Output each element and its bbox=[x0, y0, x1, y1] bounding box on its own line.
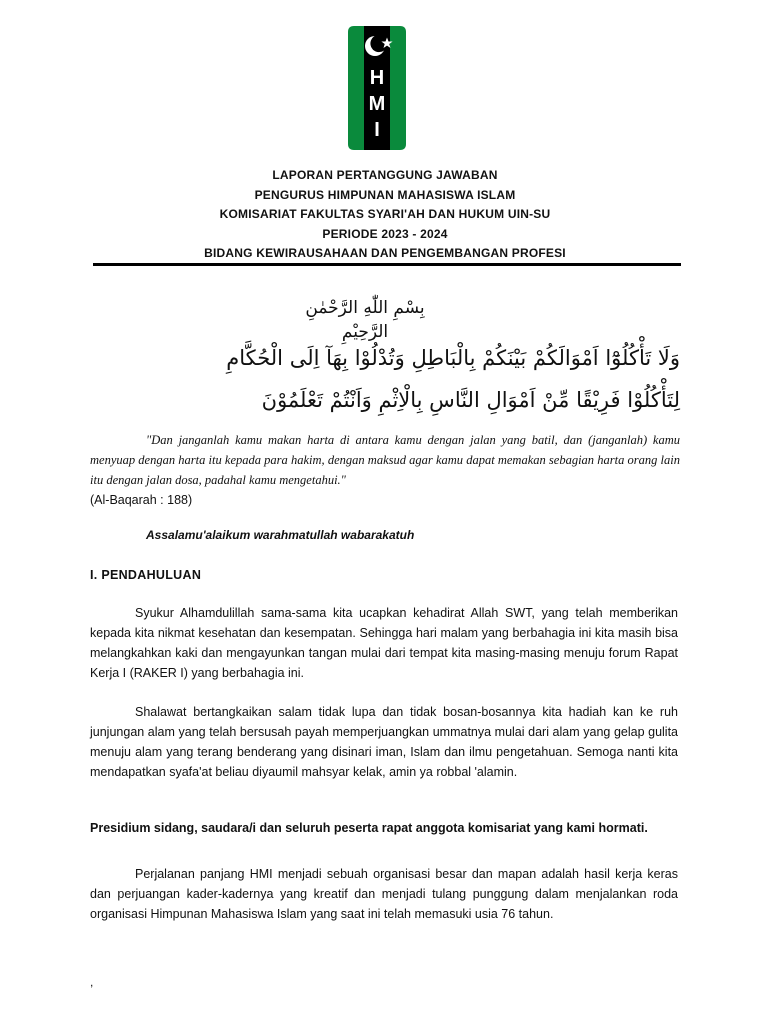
basmalah: بِسْمِ اللّٰهِ الرَّحْمٰنِ الرَّحِيْمِ bbox=[305, 298, 425, 342]
logo-letter-i: I bbox=[374, 119, 380, 141]
section-title: I. PENDAHULUAN bbox=[90, 568, 202, 582]
translation-text: "Dan janganlah kamu makan harta di antara kamu dengan jalan yang batil, dan (janganlah) kamu menyuap dengan harta itu kepada para hakim, dengan maksud agar kamu dapat memakan sebagian harta orang lain itu dengan jalan dosa, padahal kamu mengetahui." bbox=[90, 433, 680, 487]
quran-verse-line-2: لِتَأْكُلُوْا فَرِيْقًا مِّنْ اَمْوَالِ النَّاسِ بِالْاِثْمِ وَاَنْتُمْ تَعْلَمُوْنَ bbox=[261, 388, 680, 412]
paragraph-history: Perjalanan panjang HMI menjadi sebuah organisasi besar dan mapan adalah hasil kerja keras dan perjuangan kader-kadernya yang kreatif dan menjadi tulang punggung dalam menjalankan roda organisasi Himpunan Mahasiswa Islam yang saat ini telah memasuki usia 76 tahun. bbox=[90, 867, 678, 921]
header-line-title: LAPORAN PERTANGGUNG JAWABAN bbox=[272, 168, 498, 182]
header-line-division: BIDANG KEWIRAUSAHAAN DAN PENGEMBANGAN PROFESI bbox=[204, 246, 566, 260]
quran-verse-line-1: وَلَا تَأْكُلُوْٓا اَمْوَالَكُمْ بَيْنَكُمْ بِالْبَاطِلِ وَتُدْلُوْا بِهَآ اِلَى الْحُكَّامِ bbox=[226, 346, 680, 370]
opening-greeting: Assalamu'alaikum warahmatullah wabarakatuh bbox=[146, 528, 415, 542]
header-line-organization: PENGURUS HIMPUNAN MAHASISWA ISLAM bbox=[254, 187, 516, 202]
paragraph-gratitude: Syukur Alhamdulillah sama-sama kita ucapkan kehadirat Allah SWT, yang telah memberikan kepada kita nikmat kesehatan dan kesempatan. Sehingga hari malam yang berbahagia ini kita masih bisa melangkahkan kaki dan mengayunkan tangan mulai dari tempat kita masing-masing menuju forum Rapat Kerja I (RAKER I) yang berbahagia ini. bbox=[90, 606, 678, 680]
document-header bbox=[90, 166, 680, 264]
stray-mark: , bbox=[90, 975, 94, 989]
header-line-komisariat: KOMISARIAT FAKULTAS SYARI'AH DAN HUKUM UIN-SU bbox=[219, 207, 551, 221]
header-divider bbox=[93, 263, 681, 266]
header-line-period: PERIODE 2023 - 2024 bbox=[322, 226, 448, 241]
logo-letter-h: H bbox=[369, 67, 385, 89]
paragraph-address: Presidium sidang, saudara/i dan seluruh peserta rapat anggota komisariat yang kami hormati. bbox=[90, 821, 648, 835]
translation-source: (Al-Baqarah : 188) bbox=[90, 493, 193, 507]
verse-translation bbox=[90, 430, 680, 510]
paragraph-shalawat: Shalawat bertangkaikan salam tidak lupa dan tidak bosan-bosannya kita hadiah kan ke ruh junjungan alam yang telah bersusah payah memperjuangkan ummatnya mulai dari alam yang gelap gulita menuju alam yang terang benderang yang disinari iman, Islam dan ilmu pengetahuan. Semoga nanti kita mendapatkan syafa'at beliau diyaumil mahsyar kelak, amin ya robbal 'alamin. bbox=[90, 705, 678, 779]
logo-letter-m: M bbox=[368, 93, 386, 115]
hmi-logo bbox=[348, 26, 406, 150]
quran-verse bbox=[150, 337, 680, 421]
